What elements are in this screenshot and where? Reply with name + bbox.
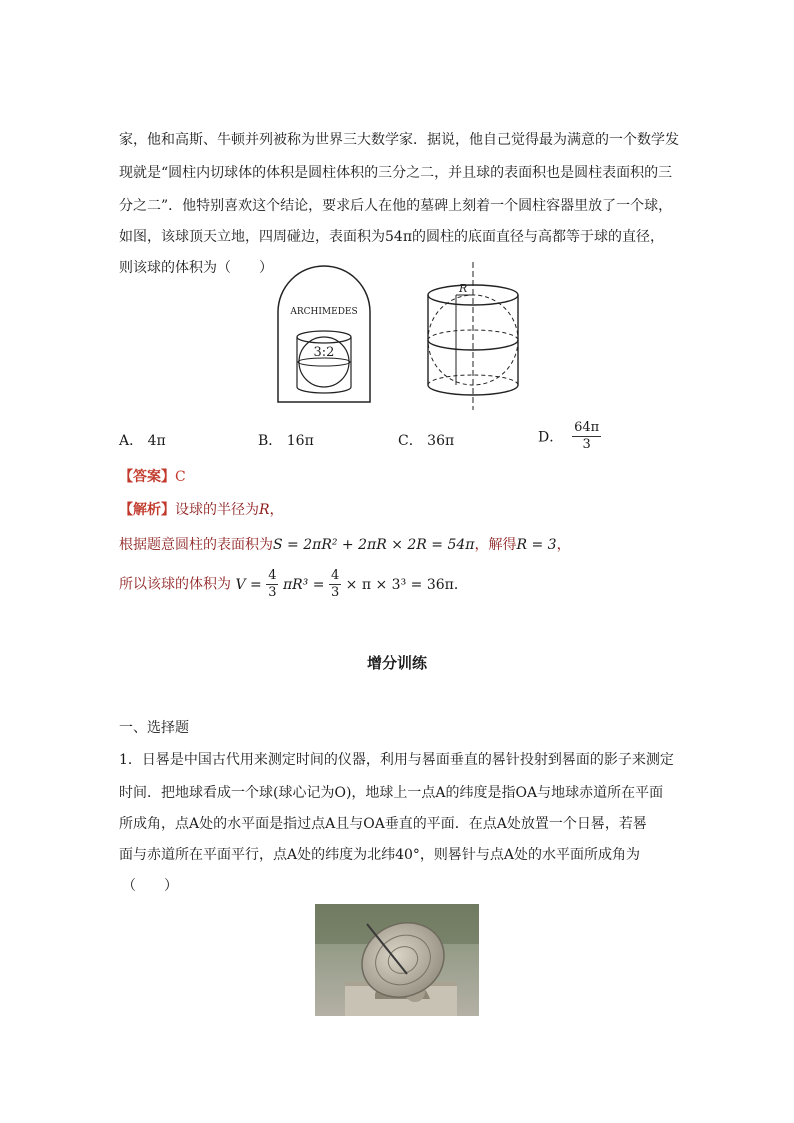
analysis-tag: 【解析】	[119, 502, 175, 518]
sundial-photo	[315, 904, 479, 1016]
surface-area-formula: S = 2πR² + 2πR × 2R = 54π	[273, 537, 475, 553]
q1-line-3: 所成角，点A处的水平面是指过点A且与OA垂直的平面．在点A处放置一个日晷，若晷	[119, 816, 647, 832]
q1-line-2: 时间．把地球看成一个球(球心记为O)，地球上一点A的纬度是指OA与地球赤道所在平面	[119, 785, 664, 801]
section-subheading: 一、选择题	[119, 720, 189, 736]
archimedes-figure	[270, 262, 530, 412]
intro-line-3: 分之二”．他特别喜欢这个结论，要求后人在他的墓碑上刻着一个圆柱容器里放了一个球，	[119, 198, 673, 214]
intro-line-2: 现就是“圆柱内切球体的体积是圆柱体积的三分之二，并且球的表面积也是圆柱表面积的三	[119, 165, 673, 181]
analysis-line-2: 根据题意圆柱的表面积为S = 2πR² + 2πR × 2R = 54π，解得R = 3，	[119, 537, 571, 553]
section-heading: 增分训练	[366, 654, 427, 672]
volume-formula: V = $\frac{4}{3}$ πR³ = $\frac{4}{3}$ × π × 3³ = 36π．	[235, 568, 468, 600]
choice-c[interactable]: C． 36π	[398, 433, 455, 449]
analysis-line-3: 所以该球的体积为 V = $\frac{4}{3}$ πR³ = $\frac{4}{3}$ × π × 3³ = 36π．	[119, 568, 468, 600]
choice-d[interactable]: D． $\frac{64\pi}{3}$	[538, 420, 600, 452]
radius-result: R = 3	[516, 537, 557, 553]
intro-line-1: 家，他和高斯、牛顿并列被称为世界三大数学家．据说，他自己觉得最为满意的一个数学发	[119, 132, 679, 148]
q1-line-5: （ ）	[122, 878, 178, 894]
choice-a[interactable]: A． 4π	[119, 433, 166, 449]
analysis-line-1: 【解析】设球的半径为R，	[119, 502, 284, 518]
choice-b[interactable]: B． 16π	[258, 433, 314, 449]
tombstone-outline	[278, 266, 370, 402]
radius-label: R	[459, 282, 468, 295]
intro-line-5: 则该球的体积为（ ）	[119, 260, 273, 276]
answer-tag: 【答案】	[119, 469, 175, 485]
tombstone-label: ARCHIMEDES	[290, 307, 358, 317]
choice-d-fraction: $\frac{64\pi}{3}$	[574, 420, 600, 452]
answer-value: C	[175, 469, 186, 485]
q1-line-1: 1．日晷是中国古代用来测定时间的仪器，利用与晷面垂直的晷针投射到晷面的影子来测定	[119, 752, 674, 768]
answer-line	[119, 467, 186, 487]
intro-line-4: 如图，该球顶天立地，四周碰边，表面积为54π的圆柱的底面直径与高都等于球的直径，	[119, 229, 665, 245]
q1-line-4: 面与赤道所在平面平行，点A处的纬度为北纬40°，则晷针与点A处的水平面所成角为	[119, 847, 641, 863]
ratio-label: 3:2	[313, 345, 335, 360]
